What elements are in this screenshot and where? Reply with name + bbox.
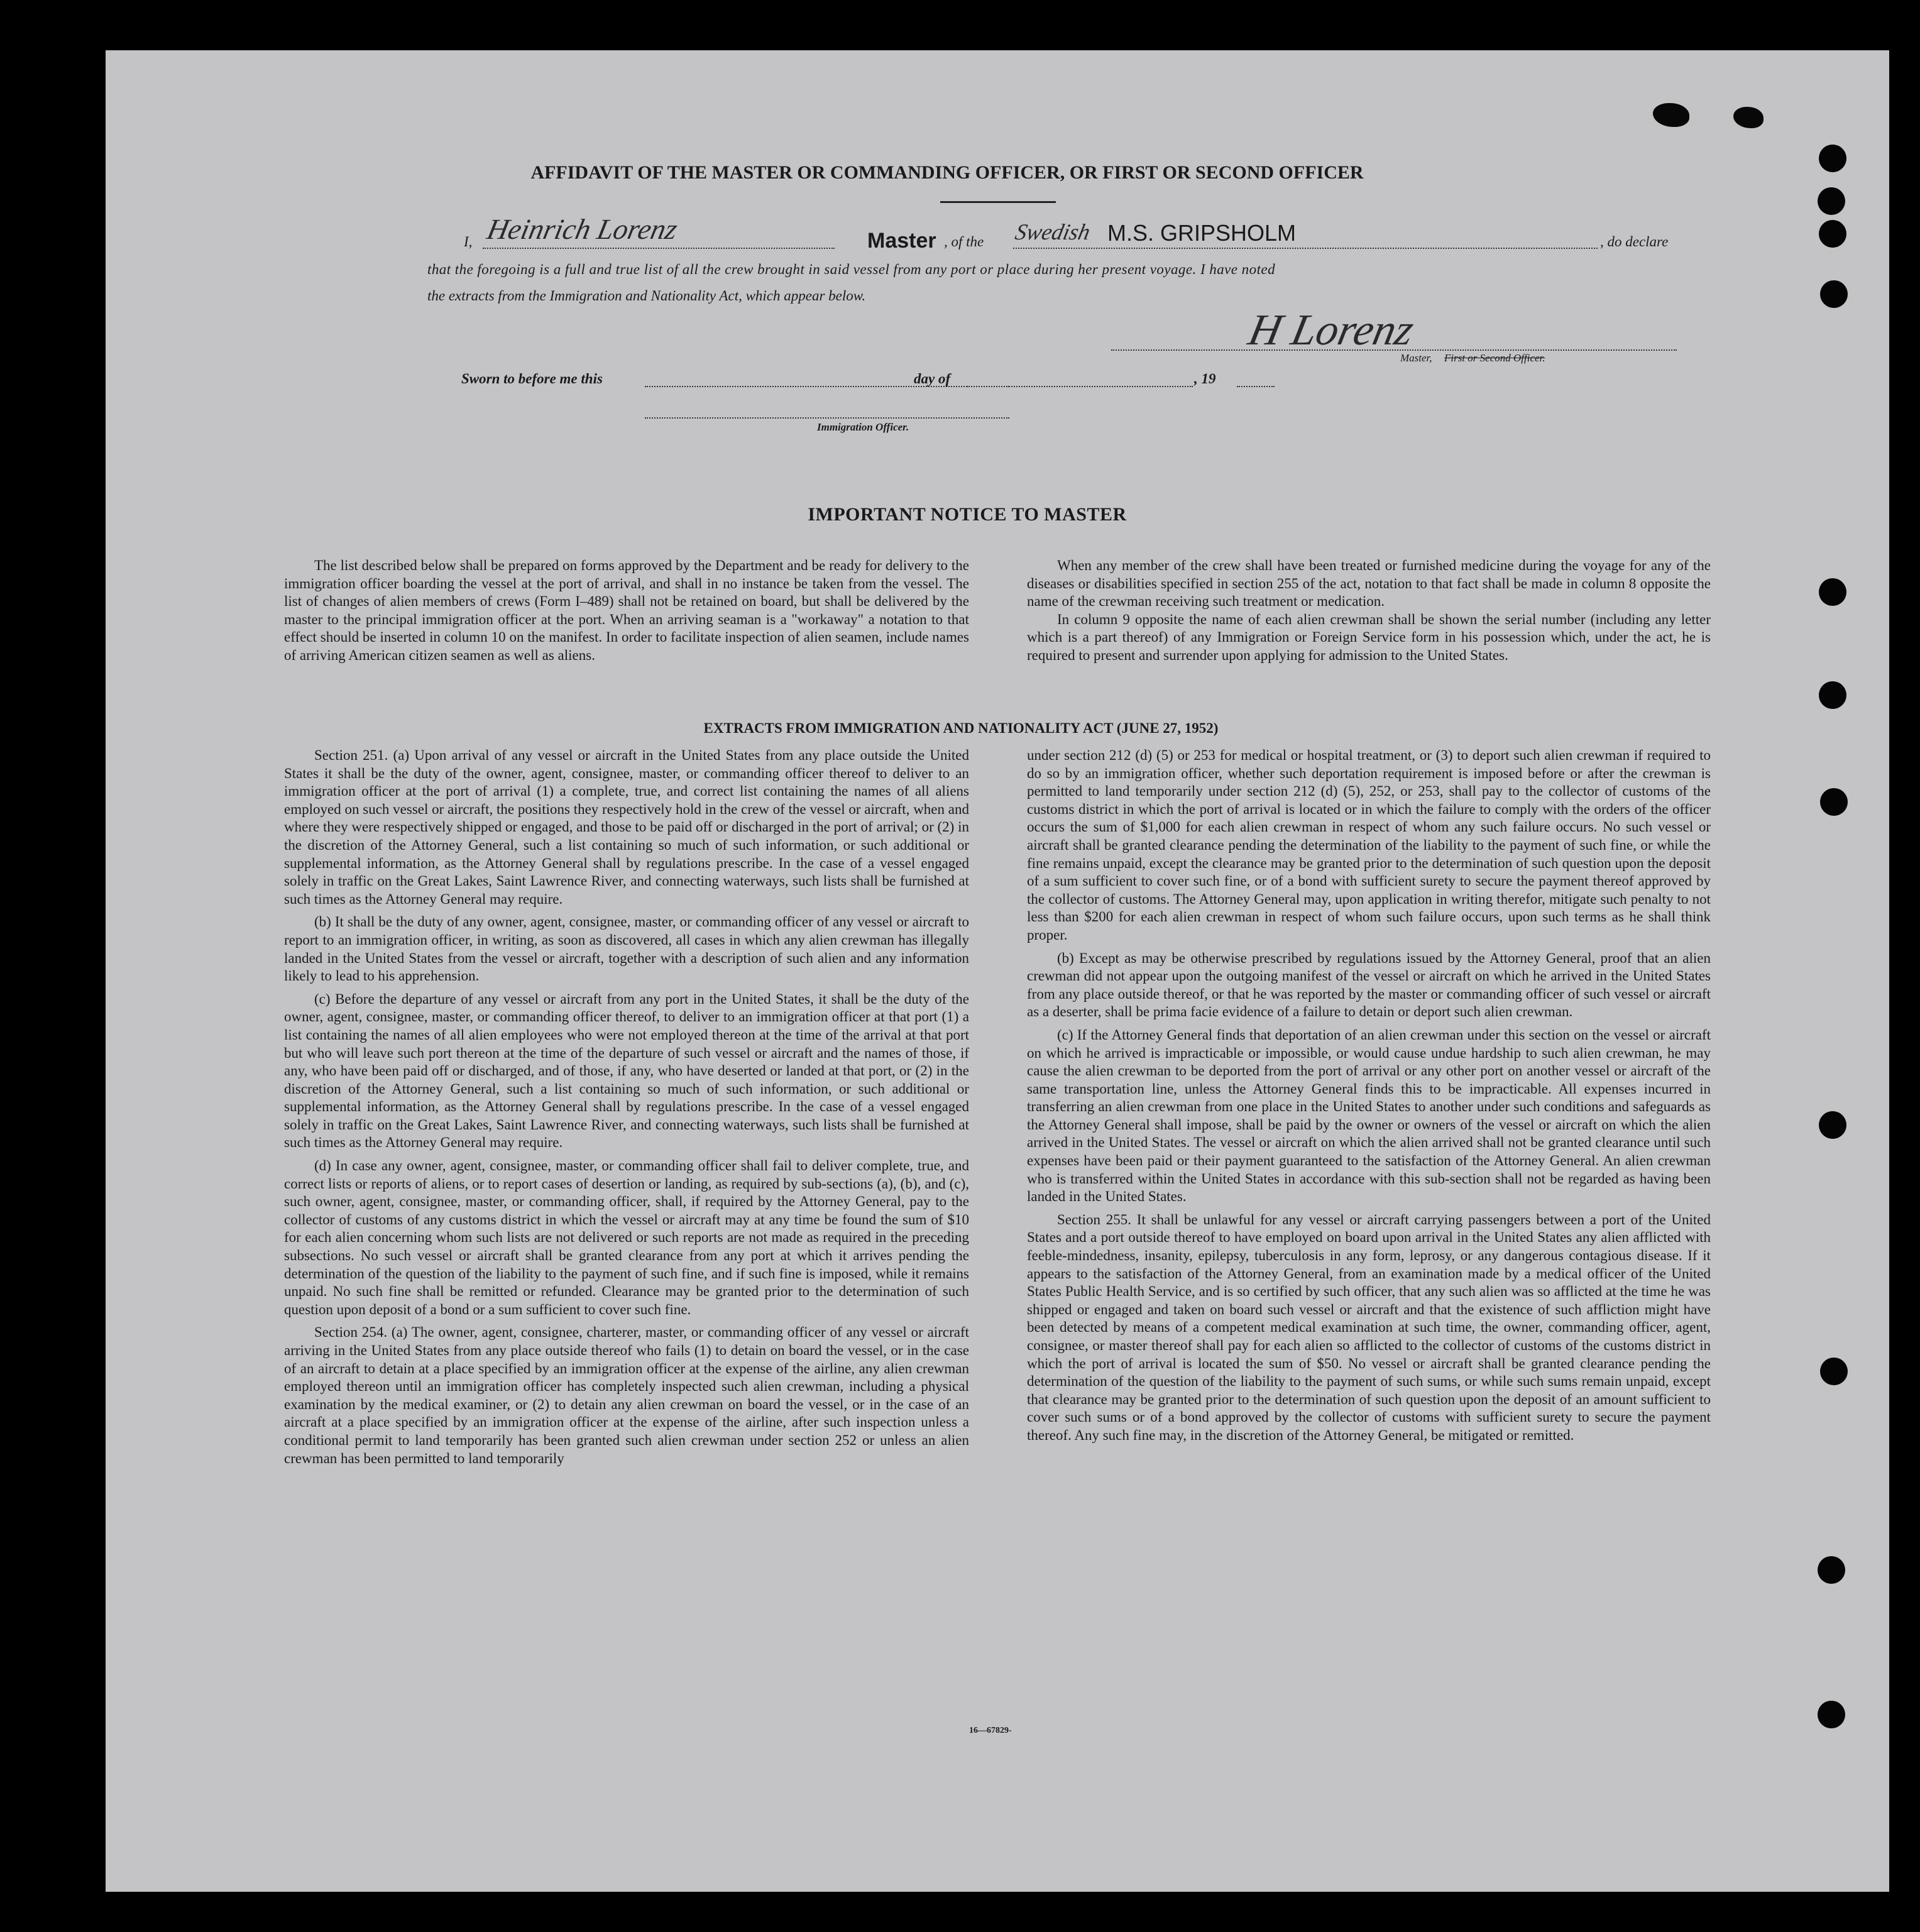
- vessel-name: M.S. GRIPSHOLM: [1107, 220, 1297, 246]
- notice-right-paragraph: In column 9 opposite the name of each alien crewman shall be shown the serial number (including any letter which is a part thereof) of any Immigration or Foreign Service form in his possession which, under the act, he is required to present and surrender upon applying for admission to the United States.: [1027, 611, 1711, 663]
- extract-paragraph: (c) Before the departure of any vessel or aircraft from any port in the United States, it shall be the duty of the owner, agent, consignee, master, or commanding officer thereof, to deliver to an immigration officer at that port (1) a list containing the names of all alien employees who were not employed thereon at the time of the arrival at that port but who will leave such port thereon at the time of the departure of such vessel or aircraft and the names of those, if any, who have been paid off or discharged, and of those, if any, who have deserted or landed at that port, or (2) in the discretion of the Attorney General, such a list containing so much of such information, or such additional or supplemental information, as the Attorney General shall by regulations prescribe. In the case of a vessel engaged solely in traffic on the Great Lakes, Saint Lawrence River, and connecting waterways, such lists shall be furnished at such times as the Attorney General may require.: [284, 991, 969, 1151]
- punch-hole: [1818, 1556, 1845, 1584]
- extracts-left-column: [284, 747, 969, 1473]
- extract-paragraph: (c) If the Attorney General finds that deportation of an alien crewman under this section on the vessel or aircraft on which he arrived is impracticable or impossible, or would cause undue hardship to such alien crewman, he may cause the alien crewman to be deported from the port of arrival or any other port on another vessel or aircraft of the same transportation line, unless the Attorney General finds this to be impracticable. All expenses incurred in transferring an alien crewman from one place in the United States to another under such conditions and safeguards as the Attorney General shall impose, shall be paid by the owner or owners of the vessel or aircraft on which the alien arrived in the United States. The vessel or aircraft on which the alien arrived shall not be granted clearance until such expenses have been paid or their payment guaranteed to the satisfaction of the Attorney General. An alien crewman who is transferred within the United States in accordance with this sub-section shall not be regarded as having been landed in the United States.: [1027, 1026, 1711, 1205]
- punch-hole: [1819, 681, 1846, 709]
- statement-line-1: that the foregoing is a full and true list of all the crew brought in said vessel from any port or place during her present voyage. I have noted: [427, 261, 1276, 277]
- punch-hole: [1819, 1111, 1846, 1139]
- extracts-right-column: [1027, 747, 1711, 1450]
- punch-hole: [1819, 578, 1846, 606]
- affidavit-page: [106, 50, 1889, 1892]
- master-name-handwritten: Heinrich Lorenz: [484, 213, 681, 245]
- form-number: 16—67829-: [969, 1726, 1012, 1735]
- signature-handwritten: H Lorenz: [1244, 306, 1418, 354]
- rank-typed: Master: [867, 229, 936, 253]
- officer-signature-line: [645, 417, 1009, 419]
- day-of-label: day of: [914, 371, 951, 387]
- affidavit-title: AFFIDAVIT OF THE MASTER OR COMMANDING OFFICER, OR FIRST OR SECOND OFFICER: [530, 162, 1364, 183]
- vessel-underline: [1013, 248, 1598, 249]
- extract-paragraph: under section 212 (d) (5) or 253 for medical or hospital treatment, or (3) to deport such alien crewman if required to do so by an immigration officer, whether such deportation requirement is imposed before or after the crewman is permitted to land temporarily under section 212 (d) (5), 252, or 253, shall pay to the collector of customs of the customs district in which the port of arrival is located or in which the failure to comply with the orders of the officer occurs the sum of $1,000 for each alien crewman in respect of whom any such failure occurs. No such vessel or aircraft shall be granted clearance pending the determination of the liability to the payment of such fine, or while the fine remains unpaid, except the clearance may be granted prior to the determination of such question upon the deposit of a sum sufficient to cover such fine, or of a bond with sufficient surety to secure the payment thereof approved by the collector of customs. The Attorney General may, upon application in writing therefor, mitigate such penalty to not less than $200 for each alien crewman in respect of whom such failure occurs, upon such terms as he shall think proper.: [1027, 747, 1711, 943]
- do-declare-label: , do declare: [1600, 234, 1669, 250]
- signature-underline: [1111, 349, 1677, 351]
- ink-blot: [1733, 107, 1764, 128]
- notice-left-paragraph: The list described below shall be prepared on forms approved by the Department and be ready for delivery to the immigration officer boarding the vessel at the port of arrival, and shall in no instance be taken from the vessel. The list of changes of alien members of crews (Form I–489) shall not be retained on board, but shall be delivered by the master to the principal immigration officer at the port. When an arriving seaman is a "workaway" a notation to that effect should be inserted in column 10 on the manifest. In order to facilitate inspection of alien seamen, include names of arriving American citizen seamen as well as aliens.: [284, 557, 969, 663]
- notice-title: IMPORTANT NOTICE TO MASTER: [808, 504, 1127, 525]
- signature-caption-struck: First or Second Officer.: [1444, 352, 1545, 364]
- extract-paragraph: (b) It shall be the duty of any owner, agent, consignee, master, or commanding officer of any vessel or aircraft to report to an immigration officer, in writing, as soon as discovered, all cases in which any alien crewman has illegally landed in the United States from the vessel or aircraft, together with a description of such alien and any information likely to lead to his apprehension.: [284, 914, 969, 984]
- punch-hole: [1818, 187, 1845, 215]
- punch-hole: [1818, 1701, 1845, 1728]
- name-underline: [483, 248, 835, 249]
- notice-right-paragraph: When any member of the crew shall have been treated or furnished medicine during the voyage for any of the diseases or disabilities specified in section 255 of the act, notation to that fact shall be made in column 8 opposite the name of the crewman receiving such treatment or medication.: [1027, 557, 1711, 610]
- declare-prefix: I,: [464, 234, 473, 250]
- extract-paragraph: Section 254. (a) The owner, agent, consignee, charterer, master, or commanding officer of any vessel or aircraft arriving in the United States from any place outside thereof who fails (1) to detain on board the vessel, or in the case of an aircraft to detain at a place specified by an immigration officer at the expense of the airline, any alien crewman employed thereon until an immigration officer has completely inspected such alien crewman, including a physical examination by the medical examiner, or (2) to detain any alien crewman on board the vessel, or in the case of an aircraft at a place specified by an immigration officer at the expense of the airline, after such inspection unless a conditional permit to land temporarily has been granted such alien crewman under section 252 or unless an alien crewman has been permitted to land temporarily: [284, 1324, 969, 1466]
- sworn-label: Sworn to before me this: [461, 371, 603, 387]
- punch-hole: [1820, 788, 1848, 816]
- year-prefix: , 19: [1194, 371, 1216, 387]
- punch-hole: [1820, 280, 1848, 308]
- extract-paragraph: (b) Except as may be otherwise prescribed by regulations issued by the Attorney General, proof that an alien crewman did not appear upon the outgoing manifest of the vessel or aircraft on which he arrived in the United States from any place outside thereof, or that he was reported by the master or commanding officer of such vessel or aircraft as a deserter, shall be prima facie evidence of a failure to detain or deport such alien crewman.: [1027, 950, 1711, 1020]
- statement-line-2: the extracts from the Immigration and Nationality Act, which appear below.: [427, 288, 866, 304]
- of-the-label: , of the: [944, 234, 984, 250]
- signature-caption-master: Master,: [1400, 352, 1432, 364]
- sworn-year-line: [1237, 386, 1275, 387]
- title-rule: [940, 201, 1056, 203]
- punch-hole: [1819, 220, 1846, 248]
- extracts-title: EXTRACTS FROM IMMIGRATION AND NATIONALITY ACT (JUNE 27, 1952): [703, 720, 1219, 736]
- immigration-officer-label: Immigration Officer.: [817, 421, 909, 433]
- notice-left-column: [284, 557, 969, 670]
- sworn-day-line: [645, 386, 1009, 387]
- vessel-word-handwritten: Swedish: [1012, 219, 1093, 244]
- extract-paragraph: Section 251. (a) Upon arrival of any vessel or aircraft in the United States from any place outside the United States it shall be the duty of the owner, agent, consignee, master, or commanding officer thereof to deliver to an immigration officer at the port of arrival (1) a complete, true, and correct list containing the names of all aliens employed on such vessel or aircraft, the positions they respectively hold in the crew of the vessel or aircraft, when and where they were respectively shipped or engaged, and those to be paid off or discharged in the port of arrival; or (2) in the discretion of the Attorney General, such a list containing so much of such information, or such additional or supplemental information, as the Attorney General shall by regulations prescribe. In the case of a vessel engaged solely in traffic on the Great Lakes, Saint Lawrence River, and connecting waterways, such lists shall be furnished at such times as the Attorney General may require.: [284, 747, 969, 907]
- ink-blot: [1653, 103, 1689, 127]
- notice-right-column: [1027, 557, 1711, 670]
- extract-paragraph: (d) In case any owner, agent, consignee, master, or commanding officer shall fail to deliver complete, true, and correct lists or reports of aliens, or to report cases of desertion or landing, as required by sub-sections (a), (b), and (c), such owner, agent, consignee, master, or commanding officer, shall, if required by the Attorney General, pay to the collector of customs of any customs district in which the vessel or aircraft may at any time be found the sum of $10 for each alien concerning whom such lists are not delivered or such reports are not made as required in the preceding subsections. No such vessel or aircraft shall be granted clearance from any port at which it arrives pending the determination of the question of the liability to the payment of such fine, and if such fine is imposed, while it remains unpaid. No such fine shall be remitted or refunded. Clearance may be granted prior to the determination of such question upon deposit of a bond or a sum sufficient to cover such fine.: [284, 1158, 969, 1317]
- sworn-month-line: [967, 386, 1193, 387]
- punch-hole: [1820, 1358, 1848, 1385]
- extract-paragraph: Section 255. It shall be unlawful for any vessel or aircraft carrying passengers between a port of the United States and a port outside thereof to have employed on board upon arrival in the United States any alien afflicted with feeble-mindedness, insanity, epilepsy, tuberculosis in any form, leprosy, or any dangerous contagious disease. If it appears to the satisfaction of the Attorney General, from an examination made by a medical officer of the United States Public Health Service, and is so certified by such officer, that any such alien was so afflicted at the time he was shipped or engaged and taken on board such vessel or aircraft and that the existence of such affliction might have been detected by means of a competent medical examination at such time, the owner, commanding officer, agent, consignee, or master thereof shall pay for each alien so afflicted to the collector of customs of the customs district in which the port of arrival is located the sum of $50. No vessel or aircraft shall be granted clearance pending the determination of the question of the liability to the payment of such sums, or while such sums remain unpaid, except that clearance may be granted prior to the determination of such question upon the deposit of an amount sufficient to cover such sums or of a bond approved by the collector of customs with sufficient surety to secure the payment thereof. Any such fine may, in the discretion of the Attorney General, be mitigated or remitted.: [1027, 1211, 1711, 1443]
